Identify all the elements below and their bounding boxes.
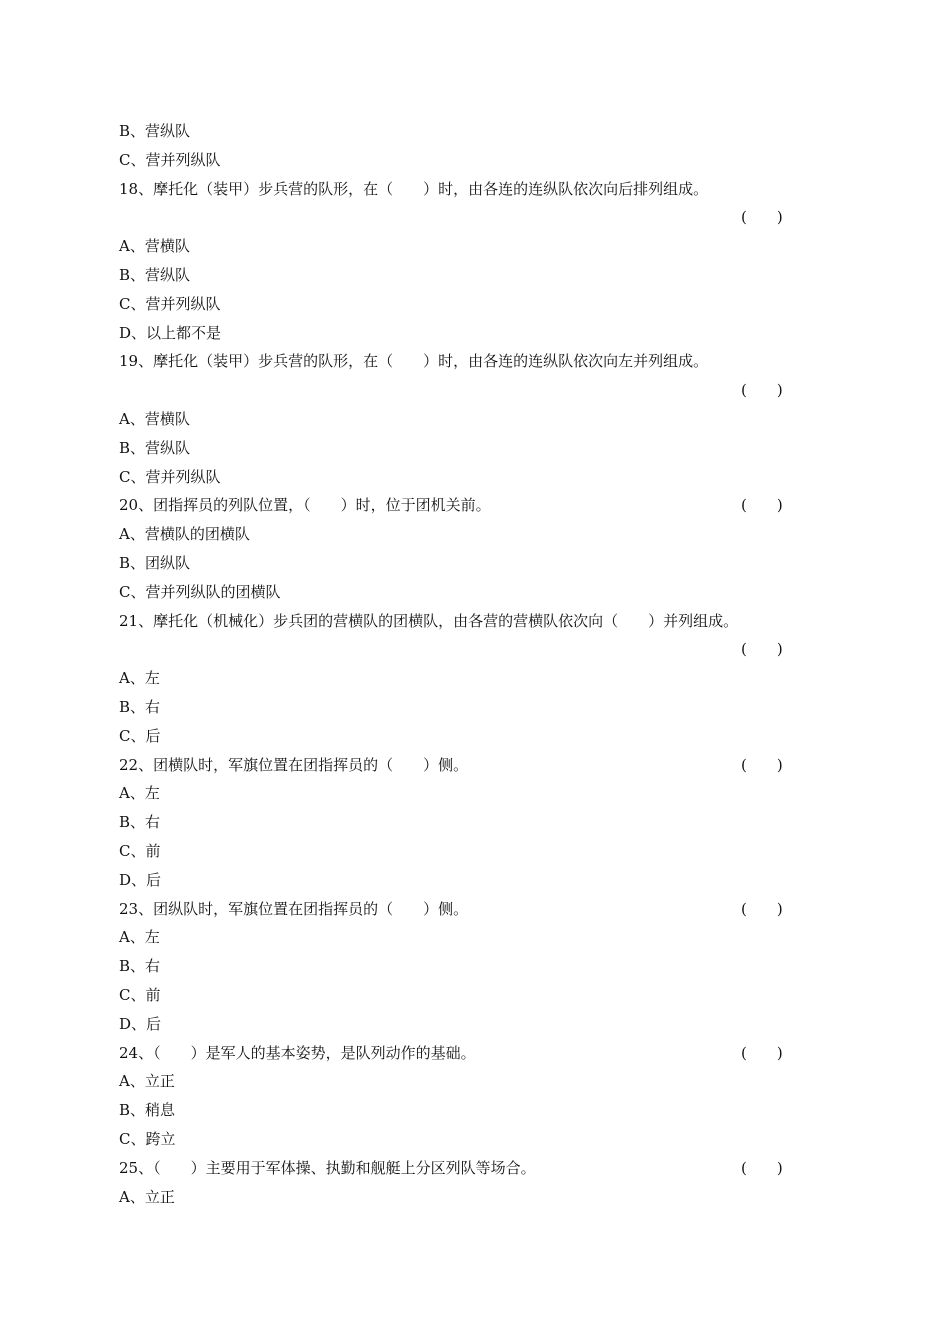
- question-text: 19、摩托化（装甲）步兵营的队形，在（ ）时，由各连的连纵队依次向左并列组成。: [119, 352, 709, 371]
- option-text: A、左: [119, 928, 160, 947]
- option-text: C、后: [119, 726, 161, 745]
- option-text: D、后: [119, 1014, 162, 1033]
- answer-bracket[interactable]: ( ): [741, 381, 783, 400]
- option-text: A、营横队: [119, 410, 190, 428]
- option-text: C、营并列纵队: [119, 150, 221, 169]
- option-text: A、营横队: [119, 237, 190, 256]
- answer-bracket[interactable]: ( ): [741, 208, 783, 227]
- option-text: A、立正: [119, 1187, 175, 1206]
- question-text: 18、摩托化（装甲）步兵营的队形，在（ ）时，由各连的连纵队依次向后排列组成。: [119, 179, 709, 198]
- question-text: 20、团指挥员的列队位置，（ ）时，位于团机关前。: [119, 496, 491, 515]
- option-text: A、左: [119, 784, 160, 803]
- option-text: C、前: [119, 842, 161, 860]
- option-text: D、以上都不是: [119, 323, 222, 342]
- answer-bracket[interactable]: ( ): [741, 640, 783, 659]
- option-text: C、前: [119, 986, 161, 1004]
- option-text: C、营并列纵队: [119, 467, 221, 486]
- option-text: B、右: [119, 957, 161, 976]
- option-text: B、稍息: [119, 1101, 176, 1120]
- question-text: 25、（ ）主要用于军体操、执勤和舰艇上分区列队等场合。: [119, 1158, 536, 1177]
- answer-bracket[interactable]: ( ): [741, 755, 783, 774]
- option-text: D、后: [119, 870, 162, 889]
- question-text: 24、（ ）是军人的基本姿势，是队列动作的基础。: [119, 1043, 476, 1062]
- answer-bracket[interactable]: ( ): [741, 899, 783, 918]
- option-text: A、营横队的团横队: [119, 525, 250, 544]
- option-text: B、团纵队: [119, 554, 191, 572]
- answer-bracket[interactable]: ( ): [741, 496, 783, 515]
- question-text: 21、摩托化（机械化）步兵团的营横队的团横队，由各营的营横队依次向（ ）并列组成。: [119, 611, 739, 630]
- option-text: B、营纵队: [119, 266, 191, 284]
- answer-bracket[interactable]: ( ): [741, 1158, 783, 1177]
- option-text: C、跨立: [119, 1130, 176, 1148]
- option-text: A、左: [119, 669, 160, 688]
- option-text: C、营并列纵队: [119, 294, 221, 313]
- option-text: B、营纵队: [119, 438, 191, 457]
- question-text: 22、团横队时，军旗位置在团指挥员的（ ）侧。: [119, 755, 469, 774]
- option-text: B、右: [119, 698, 161, 716]
- option-text: B、右: [119, 813, 161, 832]
- option-text: B、营纵队: [119, 122, 191, 140]
- option-text: C、营并列纵队的团横队: [119, 582, 281, 601]
- question-text: 23、团纵队时，军旗位置在团指挥员的（ ）侧。: [119, 899, 469, 918]
- answer-bracket[interactable]: ( ): [741, 1043, 783, 1062]
- option-text: A、立正: [119, 1072, 175, 1091]
